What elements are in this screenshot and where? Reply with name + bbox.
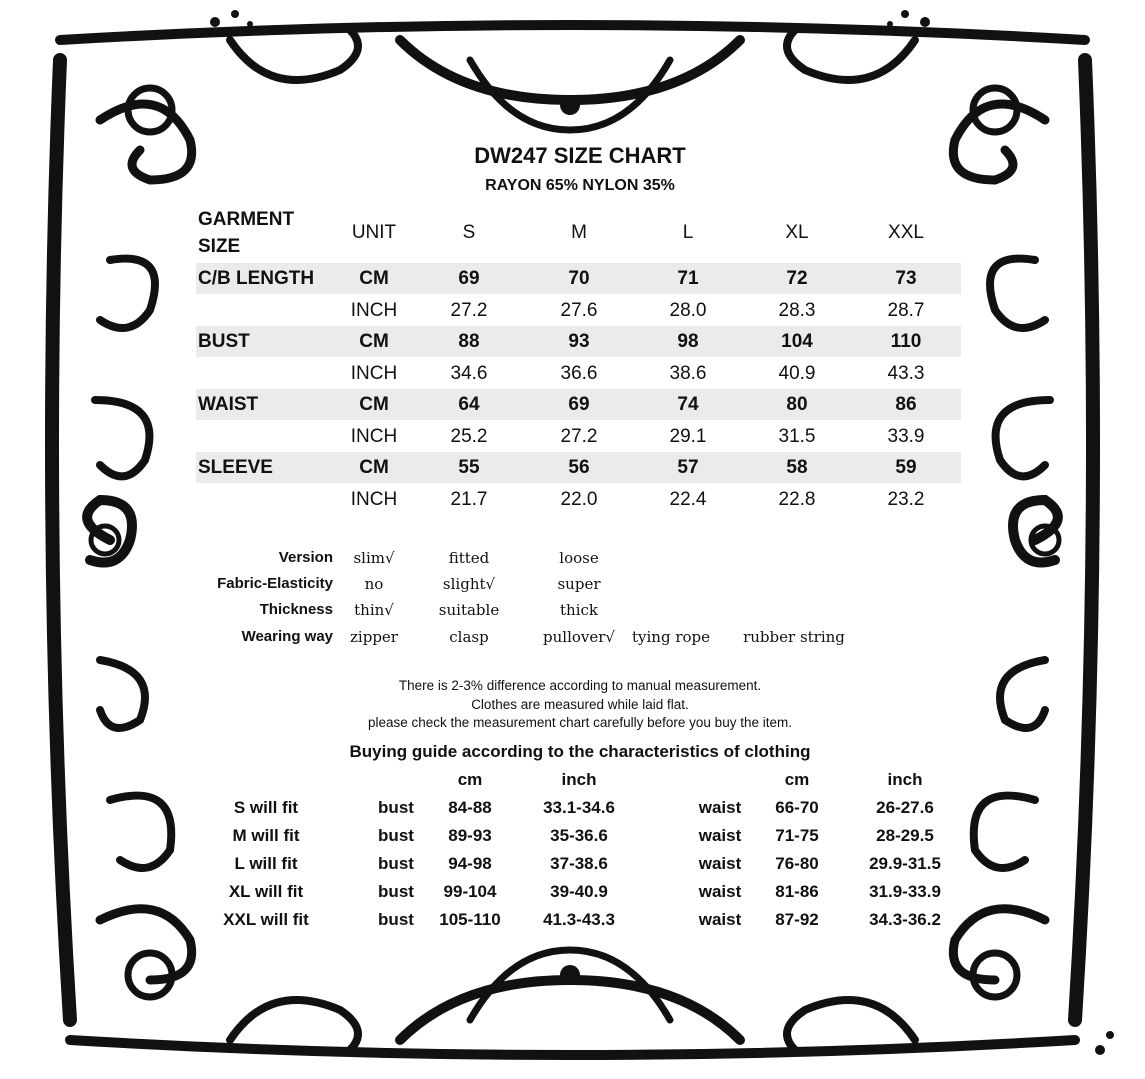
table-cell: 22.0 [560, 488, 598, 510]
guide-waist-label: waist [698, 854, 742, 873]
header-garment: GARMENT [198, 209, 295, 230]
guide-size: L will fit [234, 854, 298, 873]
table-cell: 55 [458, 457, 480, 478]
attribute-label: Thickness [259, 601, 333, 618]
row-label: WAIST [198, 394, 259, 415]
header-size-m: M [571, 222, 587, 243]
table-cell: 27.2 [560, 425, 598, 447]
note-line: There is 2-3% difference according to manual measurement. [398, 678, 762, 693]
table-cell: 29.1 [669, 425, 707, 447]
guide-waist-inch: 34.3-36.2 [869, 910, 941, 929]
table-cell: 71 [677, 268, 699, 289]
table-cell: 25.2 [450, 425, 488, 447]
row-unit: CM [359, 457, 389, 478]
table-cell: 72 [786, 268, 808, 289]
chart-title: DW247 SIZE CHART [474, 143, 686, 168]
guide-waist-cm: 81-86 [775, 882, 819, 901]
attribute-option: thin√ [354, 601, 394, 619]
guide-bust-cm: 94-98 [448, 854, 492, 873]
attribute-label: Version [278, 549, 333, 566]
row-unit: CM [359, 331, 389, 352]
table-cell: 22.8 [778, 488, 816, 510]
attribute-option: slim√ [353, 549, 395, 567]
table-cell: 28.0 [669, 299, 707, 321]
table-cell: 70 [568, 268, 590, 289]
guide-bust-cm: 84-88 [448, 798, 492, 817]
table-cell: 27.2 [450, 299, 488, 321]
guide-bust-inch: 41.3-43.3 [543, 910, 615, 929]
table-cell: 74 [677, 394, 699, 415]
header-size-xl: XL [785, 222, 809, 243]
guide-header-inch-waist: inch [887, 770, 923, 789]
note-line: Clothes are measured while laid flat. [471, 696, 689, 712]
row-label: C/B LENGTH [198, 268, 315, 289]
table-cell: 73 [895, 268, 917, 289]
header-size-xxl: XXL [888, 222, 924, 243]
guide-size: XXL will fit [223, 910, 309, 929]
table-cell: 69 [458, 268, 480, 289]
attribute-label: Wearing way [241, 628, 333, 645]
table-cell: 27.6 [560, 299, 598, 321]
header-unit: UNIT [351, 222, 397, 243]
attribute-option: fitted [448, 549, 490, 567]
row-label: BUST [198, 331, 250, 352]
guide-bust-inch: 39-40.9 [550, 882, 608, 901]
guide-waist-cm: 66-70 [775, 798, 819, 817]
guide-waist-label: waist [698, 798, 742, 817]
guide-waist-inch: 31.9-33.9 [869, 882, 941, 901]
attribute-option: clasp [449, 628, 489, 646]
table-cell: 56 [568, 457, 590, 478]
table-cell: 93 [568, 331, 590, 352]
guide-bust-cm: 89-93 [448, 826, 492, 845]
buying-guide-title: Buying guide according to the characteristics of clothing [349, 742, 811, 761]
table-cell: 57 [677, 457, 699, 478]
table-cell: 36.6 [560, 362, 598, 384]
attribute-option: tying rope [631, 628, 710, 646]
guide-bust-cm: 105-110 [439, 910, 501, 929]
guide-size: XL will fit [228, 882, 304, 901]
guide-bust-label: bust [378, 826, 414, 845]
table-cell: 43.3 [887, 362, 925, 384]
table-cell: 98 [677, 331, 699, 352]
attribute-option: pullover√ [543, 628, 615, 646]
guide-bust-label: bust [378, 882, 414, 901]
attribute-option: zipper [350, 628, 398, 646]
header-size-s: S [462, 222, 476, 243]
guide-bust-cm: 99-104 [443, 882, 497, 901]
guide-bust-label: bust [378, 798, 414, 817]
row-unit: INCH [350, 425, 398, 447]
guide-header-cm-bust: cm [457, 770, 483, 789]
material-composition: RAYON 65% NYLON 35% [485, 177, 675, 194]
note-line: please check the measurement chart carefully before you buy the item. [368, 715, 792, 730]
attribute-option: rubber string [743, 628, 845, 646]
attribute-option: slight√ [442, 575, 496, 593]
guide-bust-label: bust [378, 910, 414, 929]
guide-header-inch-bust: inch [561, 770, 597, 789]
row-unit: INCH [350, 362, 398, 384]
table-cell: 64 [458, 394, 480, 415]
table-cell: 58 [786, 457, 808, 478]
table-cell: 69 [568, 394, 590, 415]
row-unit: CM [359, 268, 389, 289]
header-size: SIZE [198, 236, 241, 257]
guide-bust-label: bust [378, 854, 414, 873]
attribute-option: suitable [438, 601, 500, 619]
guide-header-cm-waist: cm [784, 770, 810, 789]
guide-size: M will fit [232, 826, 300, 845]
attribute-option: super [557, 575, 601, 593]
guide-bust-inch: 35-36.6 [550, 826, 608, 845]
attribute-label: Fabric-Elasticity [217, 575, 333, 592]
table-cell: 34.6 [450, 362, 488, 384]
row-unit: CM [359, 394, 389, 415]
table-cell: 80 [786, 394, 808, 415]
table-cell: 104 [781, 331, 813, 352]
table-cell: 28.7 [887, 299, 925, 321]
guide-waist-cm: 71-75 [775, 826, 819, 845]
table-cell: 28.3 [778, 299, 816, 321]
table-cell: 110 [890, 331, 922, 352]
attribute-option: no [364, 575, 384, 593]
table-cell: 33.9 [887, 425, 925, 447]
table-cell: 59 [895, 457, 917, 478]
guide-bust-inch: 37-38.6 [550, 854, 608, 873]
attribute-option: loose [559, 549, 599, 567]
guide-waist-label: waist [698, 826, 742, 845]
guide-waist-label: waist [698, 882, 742, 901]
table-cell: 22.4 [669, 488, 707, 510]
header-size-l: L [682, 222, 694, 243]
table-cell: 86 [895, 394, 917, 415]
guide-waist-inch: 26-27.6 [876, 798, 934, 817]
attribute-option: thick [560, 601, 598, 619]
guide-waist-inch: 28-29.5 [876, 826, 934, 845]
table-cell: 88 [458, 331, 480, 352]
table-cell: 31.5 [778, 425, 816, 447]
guide-waist-cm: 76-80 [775, 854, 819, 873]
table-cell: 40.9 [778, 362, 816, 384]
table-cell: 21.7 [450, 488, 488, 510]
guide-waist-inch: 29.9-31.5 [869, 854, 941, 873]
table-cell: 23.2 [887, 488, 925, 510]
row-unit: INCH [350, 488, 398, 510]
guide-waist-cm: 87-92 [775, 910, 819, 929]
guide-size: S will fit [233, 798, 299, 817]
row-label: SLEEVE [198, 457, 273, 478]
guide-waist-label: waist [698, 910, 742, 929]
guide-bust-inch: 33.1-34.6 [543, 798, 615, 817]
row-unit: INCH [350, 299, 398, 321]
table-cell: 38.6 [669, 362, 707, 384]
